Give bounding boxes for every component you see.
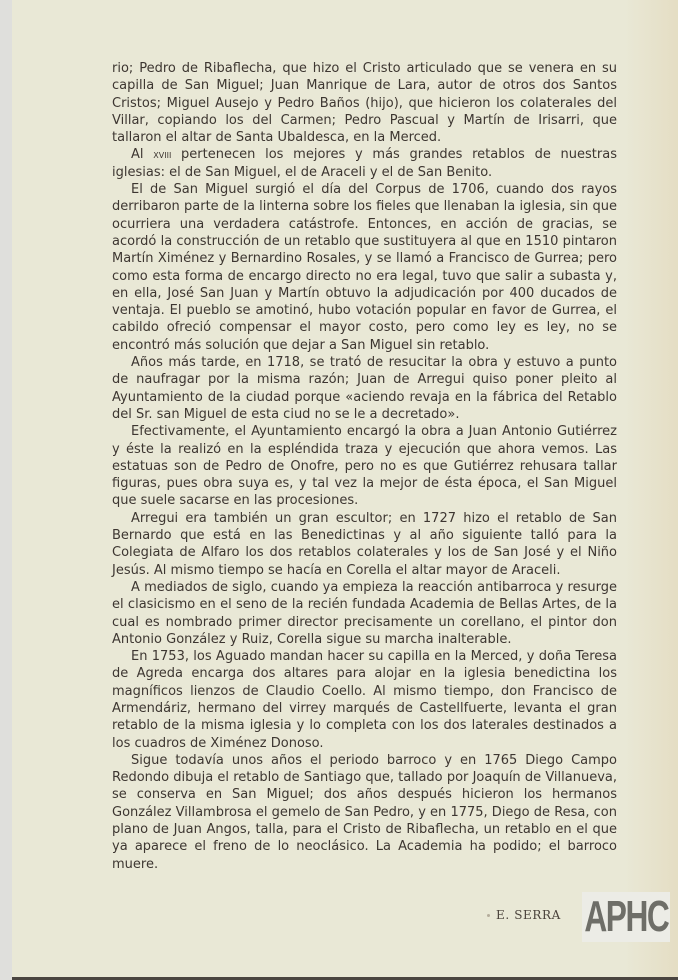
paragraph-8: En 1753, los Aguado mandan hacer su capilla en la Merced, y doña Teresa de Agreda encarga dos altares para alojar en la iglesia benedictina los magníficos lienzos de Claudio Coello. Al mismo tiempo, don Francisco de Armendáriz, hermano del virrey marqués de Castellfuerte, levanta el gran retablo de la misma iglesia y lo completa con los dos laterales destinados a los cuadros de Ximénez Donoso. — [112, 649, 617, 751]
signature-text: E. SERRA — [496, 908, 561, 922]
author-signature — [487, 908, 561, 922]
paragraph-6: Arregui era también un gran escultor; en 1727 hizo el retablo de San Bernardo que está en las Benedictinas y al año siguiente talló para la Colegiata de Alfaro los dos retablos colaterales y los de San José y el Niño Jesús. Al mismo tiempo se hacía en Corella el altar mayor de Araceli. — [112, 510, 617, 578]
paragraph-4: Años más tarde, en 1718, se trató de resucitar la obra y estuvo a punto de naufragar por la misma razón; Juan de Arregui quiso poner pleito al Ayuntamiento de la ciudad porque «aciendo revaja en la fábrica del Retablo del Sr. san Miguel de esta ciud no se le a decretado». — [112, 355, 617, 422]
century-numeral: xviii — [153, 147, 172, 162]
paragraph-7: A mediados de siglo, cuando ya empieza la reacción antibarroca y resurge el clasicismo en el seno de la recién fundada Academia de Bellas Artes, de la cual es nombrado primer director precisamente un corellano, el pintor don Antonio González y Ruiz, Corella sigue su marcha inalterable. — [112, 579, 617, 647]
paragraph-9: Sigue todavía unos años el periodo barroco y en 1765 Diego Campo Redondo dibuja el retablo de Santiago que, tallado por Joaquín de Villanueva, se conserva en San Miguel; dos años después hicieron los hermanos González Villambrosa el gemelo de San Pedro, y en 1775, Diego de Resa, con plano de Juan Angos, talla, para el Cristo de Ribaflecha, un retablo en el que ya aparece el freno de lo neoclásico. La Academia ha podido; el barroco muere. — [112, 752, 617, 872]
watermark-text: APHC — [583, 892, 669, 941]
paragraph-2-prefix: Al — [131, 147, 144, 163]
signature-dot-icon — [487, 914, 490, 917]
footer-area — [112, 890, 669, 950]
paragraph-3: El de San Miguel surgió el día del Corpus de 1706, cuando dos rayos derribaron parte de la linterna sobre los fieles que llenaban la iglesia, sin que ocurriera una verdadera catástrofe. Entonces, en acción de gracias, se acordó la construcción de un retablo que sustituyera al que en 1510 pintaron Martín Ximénez y Bernardino Rosales, y se llamó a Francisco de Gurrea; pero como esta forma de encargo directo no era legal, tuvo que salir a subasta y, en ella, José San Juan y Martín obtuvo la adjudicación por 400 ducados de ventaja. El pueblo se amotinó, hubo votación popular en favor de Gurrea, el cabildo ofreció compensar el mayor costo, pero como ley es ley, no se encontró más solución que dejar a San Miguel sin retablo. — [112, 182, 617, 353]
aphc-watermark — [582, 892, 670, 942]
paragraph-1: rio; Pedro de Ribaflecha, que hizo el Cristo articulado que se venera en su capilla de San Miguel; Juan Manrique de Lara, autor de otros dos Santos Cristos; Miguel Ausejo y Pedro Baños (hijo), que hicieron los colaterales del Villar, copiando los del Carmen; Pedro Pascual y Martín de Irisarri, que tallaron el altar de Santa Ubaldesca, en la Merced. — [112, 61, 617, 146]
paragraph-2 — [112, 146, 617, 181]
article-body — [112, 60, 617, 873]
paragraph-2-text: pertenecen los mejores y más grandes retablos de nuestras iglesias: el de San Miguel, el de Araceli y el de San Benito. — [112, 147, 617, 180]
paragraph-5: Efectivamente, el Ayuntamiento encargó la obra a Juan Antonio Gutiérrez y éste la realizó en la espléndida traza y ejecución que ahora vemos. Las estatuas son de Pedro de Onofre, pero no es que Gutiérrez rehusara tallar figuras, pues obra suya es, y tal vez la mejor de ésta época, el San Miguel que suele sacarse en las procesiones. — [112, 424, 617, 509]
